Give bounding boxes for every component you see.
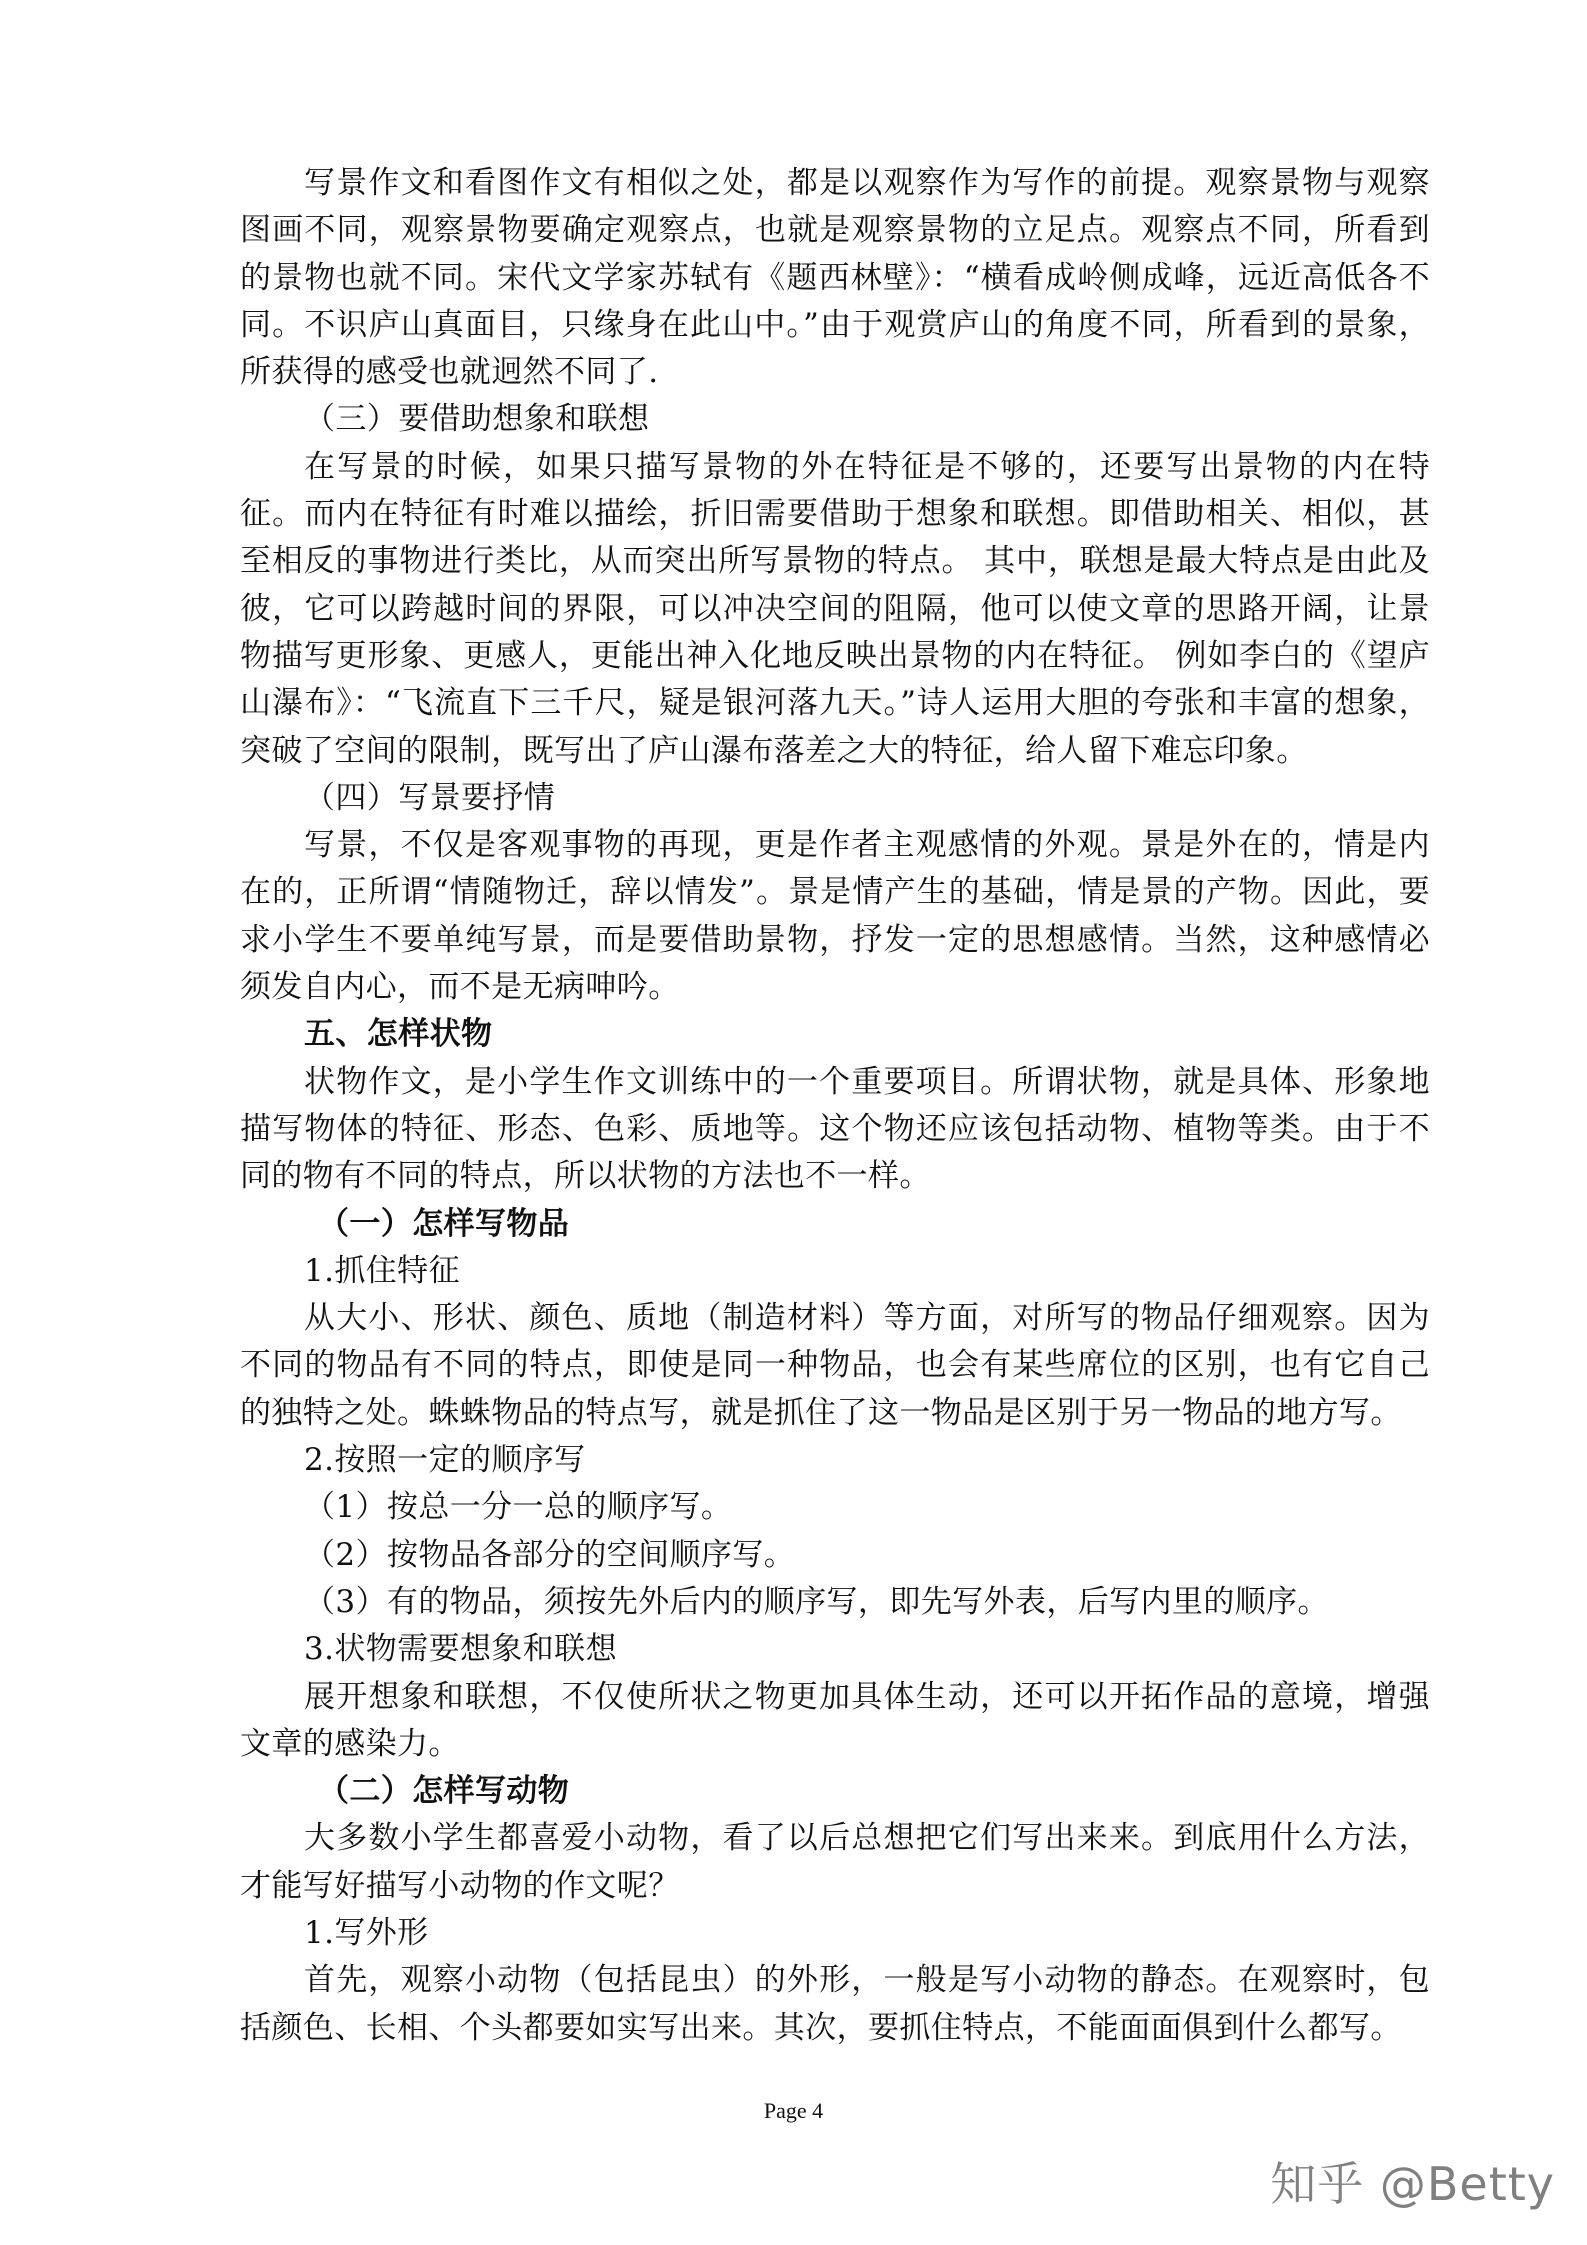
paragraph-object-imagination: 展开想象和联想，不仅使所状之物更加具体生动，还可以开拓作品的意境，增强文章的感染力。 xyxy=(240,1678,1430,1762)
heading-order: 2.按照一定的顺序写 xyxy=(304,1442,586,1479)
paragraph-animals: 大多数小学生都喜爱小动物，看了以后总想把它们写出来来。到底用什么方法，才能写好描写小动物的作文呢？ xyxy=(240,1820,1430,1904)
list-item-order-3: （3）有的物品，须按先外后内的顺序写，即先写外表，后写内里的顺序。 xyxy=(304,1583,1329,1620)
paragraph-appearance: 首先，观察小动物（包括昆虫）的外形，一般是写小动物的静态。在观察时，包括颜色、长相、个头都要如实写出来。其次，要抓住特点，不能面面俱到什么都写。 xyxy=(240,1962,1430,2046)
document-body xyxy=(240,160,1430,2052)
heading-express-emotion: （四）写景要抒情 xyxy=(304,779,556,816)
list-item-order-2: （2）按物品各部分的空间顺序写。 xyxy=(304,1536,796,1573)
heading-write-animals: （二）怎样写动物 xyxy=(318,1773,570,1810)
list-item-order-1: （1）按总一分一总的顺序写。 xyxy=(304,1489,733,1526)
page-number: Page 4 xyxy=(763,2098,824,2123)
paragraph-scenery-observation: 写景作文和看图作文有相似之处，都是以观察作为写作的前提。观察景物与观察图画不同，观察景物要确定观察点，也就是观察景物的立足点。观察点不同，所看到的景物也就不同。宋代文学家苏轼有《题西林壁》：“横看成岭侧成峰，远近高低各不同。不识庐山真面目，只缘身在此山中。”由于观赏庐山的角度不同，所看到的景象，所获得的感受也就迥然不同了. xyxy=(240,165,1430,391)
paragraph-imagination: 在写景的时候，如果只描写景物的外在特征是不够的，还要写出景物的内在特征。而内在特征有时难以描绘，折旧需要借助于想象和联想。即借助相关、相似，甚至相反的事物进行类比，从而突出所写景物的特点。 其中，联想是最大特点是由此及彼，它可以跨越时间的界限，可以冲决空间的阻隔，他可以使文章的思路开阔，让景物描写更形象、更感人，更能出神入化地反映出景物的内在特征。 例如李白的《望庐山瀑布》：“飞流直下三千尺，疑是银河落九天。”诗人运用大胆的夸张和丰富的想象，突破了空间的限制，既写出了庐山瀑布落差之大的特征，给人留下难忘印象。 xyxy=(240,448,1430,769)
paragraph-emotion: 写景，不仅是客观事物的再现，更是作者主观感情的外观。景是外在的，情是内在的，正所谓“情随物迁，辞以情发”。景是情产生的基础，情是景的产物。因此，要求小学生不要单纯写景，而是要借助景物，抒发一定的思想感情。当然，这种感情必须发自内心，而不是无病呻吟。 xyxy=(240,827,1430,1006)
paragraph-features: 从大小、形状、颜色、质地（制造材料）等方面，对所写的物品仔细观察。因为不同的物品有不同的特点，即使是同一种物品，也会有某些席位的区别，也有它自己的独特之处。蛛蛛物品的特点写，就是抓住了这一物品是区别于另一物品的地方写。 xyxy=(240,1300,1430,1431)
heading-grasp-features: 1.抓住特征 xyxy=(304,1252,460,1289)
zhihu-watermark: 知乎 @Betty xyxy=(1270,2157,1555,2211)
heading-imagination-association: （三）要借助想象和联想 xyxy=(304,401,650,438)
heading-write-items: （一）怎样写物品 xyxy=(318,1205,570,1242)
paragraph-describe-objects: 状物作文，是小学生作文训练中的一个重要项目。所谓状物，就是具体、形象地描写物体的特征、形态、色彩、质地等。这个物还应该包括动物、植物等类。由于不同的物有不同的特点，所以状物的方法也不一样。 xyxy=(240,1063,1430,1195)
heading-object-imagination: 3.状物需要想象和联想 xyxy=(304,1631,617,1668)
heading-appearance: 1.写外形 xyxy=(304,1914,429,1951)
heading-describe-objects: 五、怎样状物 xyxy=(304,1016,493,1053)
